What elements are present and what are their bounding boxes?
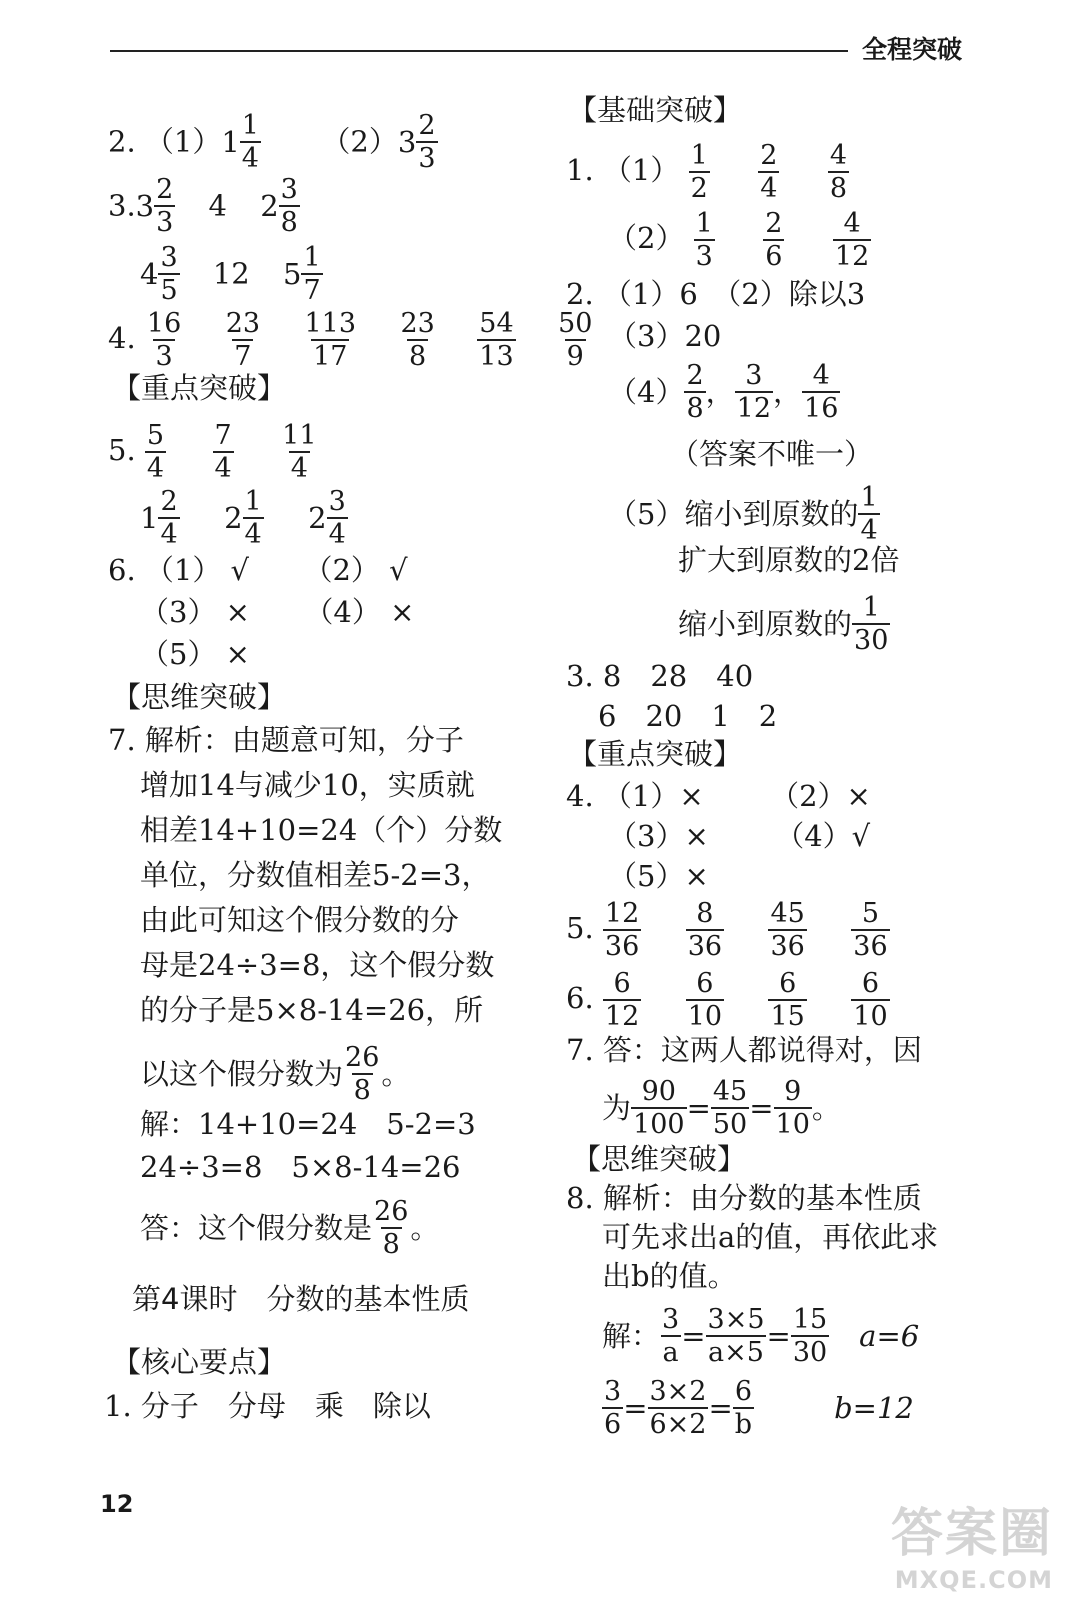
result: b=12	[834, 1390, 914, 1425]
right-q3-line1: 3. 8 28 40	[566, 659, 754, 693]
question-number: 5.	[108, 433, 136, 467]
question-number: 4.	[566, 779, 594, 813]
numerator: 2	[765, 208, 783, 239]
numerator: 4	[812, 360, 830, 391]
watermark-text: 答案圈	[890, 1504, 1053, 1564]
section-heading-jichu: 【基础突破】	[568, 93, 743, 127]
denominator: 10	[853, 1001, 888, 1032]
denominator: 36	[853, 931, 888, 962]
whole: 3	[397, 124, 417, 159]
numerator: 23	[225, 308, 261, 339]
fraction	[602, 1378, 623, 1438]
denominator: 16	[804, 393, 839, 424]
numerator: 16	[146, 308, 182, 339]
question-number: 3.	[108, 188, 136, 223]
left-q7-line: 由此可知这个假分数的分	[140, 903, 460, 937]
fraction	[243, 488, 264, 548]
fraction	[372, 1198, 410, 1258]
answer-item: （2） √	[303, 553, 408, 587]
numerator: 3	[745, 360, 763, 391]
fraction	[851, 900, 889, 960]
answer-item: （4） ×	[304, 595, 415, 629]
left-q5-row1	[108, 422, 319, 482]
whole: 5	[282, 256, 302, 291]
numerator: 11	[282, 420, 317, 451]
section-heading-zhongdian-right: 【重点突破】	[568, 737, 743, 771]
fraction	[556, 310, 594, 370]
left-q6-row2	[140, 595, 415, 629]
numerator: 1	[244, 486, 262, 517]
numerator: 1	[695, 208, 713, 239]
whole: 3	[135, 188, 155, 223]
header-rule	[110, 50, 848, 52]
numerator: 1	[860, 482, 878, 513]
fraction	[603, 970, 641, 1030]
left-q7-line: 单位，分数值相差5-2=3，	[140, 858, 491, 892]
denominator: 6×2	[649, 1409, 707, 1440]
left-q6-row1	[108, 553, 408, 587]
denominator: 4	[244, 519, 262, 550]
numerator: 3	[328, 486, 346, 517]
denominator: 36	[770, 931, 805, 962]
fraction	[416, 112, 437, 172]
fraction	[343, 1044, 381, 1104]
separator: ，	[773, 374, 803, 409]
right-q2-note: （答案不唯一）	[670, 437, 874, 471]
section-heading-hexin: 【核心要点】	[112, 1345, 287, 1379]
part-label: （5）	[608, 496, 685, 531]
denominator: 8	[353, 1075, 371, 1106]
watermark-logo	[891, 1491, 1053, 1594]
numerator: 6	[696, 968, 714, 999]
left-q3-row1	[108, 176, 300, 236]
denominator: 4	[214, 453, 232, 484]
denominator: 4	[160, 519, 178, 550]
numerator: 3	[280, 174, 298, 205]
answer-item: （3）×	[608, 819, 709, 853]
left-q7-line: 增加14与减少10，实质就	[140, 768, 475, 802]
text: 缩小到原数的	[684, 496, 859, 531]
numerator: 15	[792, 1304, 828, 1335]
fraction	[791, 1306, 829, 1366]
numerator: 45	[712, 1076, 748, 1107]
numerator: 23	[400, 308, 435, 339]
fraction	[851, 970, 889, 1030]
left-q4	[108, 310, 594, 370]
denominator: 6	[765, 241, 783, 272]
fraction	[631, 1078, 687, 1138]
right-q4-row1	[566, 779, 871, 813]
denominator: 10	[687, 1001, 723, 1032]
fraction	[858, 484, 879, 544]
fraction	[733, 1378, 754, 1438]
section-heading-siwei: 【思维突破】	[112, 680, 287, 714]
numerator: 26	[374, 1196, 409, 1227]
denominator: 4	[328, 519, 346, 550]
whole: 2	[308, 500, 327, 535]
left-q7-line-fraction	[140, 1044, 410, 1104]
fraction	[145, 422, 166, 482]
numerator: 3	[662, 1304, 680, 1335]
numerator: 1	[690, 140, 708, 171]
question-number: 6.	[566, 981, 594, 1015]
mixed-number	[398, 112, 438, 172]
equals-sign: =	[681, 1318, 706, 1353]
denominator: 8	[686, 393, 704, 424]
denominator: 4	[760, 173, 778, 204]
fraction	[852, 594, 890, 654]
denominator: 15	[770, 1001, 805, 1032]
denominator: 8	[829, 173, 847, 204]
right-q2-line5	[608, 484, 880, 544]
denominator: 12	[736, 393, 772, 424]
denominator: 30	[792, 1337, 828, 1368]
part-label: （1）	[144, 124, 222, 159]
page-number: 12	[100, 1490, 134, 1518]
right-q8-solution-row2	[602, 1376, 914, 1438]
denominator: 6	[604, 1409, 622, 1440]
fraction	[660, 1306, 681, 1366]
denominator: 3	[155, 341, 173, 372]
denominator: 12	[604, 1001, 640, 1032]
fraction	[158, 244, 179, 304]
right-q4-row2	[608, 819, 871, 853]
right-q4-row3	[608, 859, 709, 893]
denominator: 9	[566, 341, 584, 372]
numerator: 12	[604, 898, 640, 929]
section-heading-zhongdian: 【重点突破】	[112, 371, 287, 405]
right-q6	[566, 970, 890, 1030]
denominator: 3	[418, 143, 436, 174]
right-q8-line: 可先求出a的值，再依此求	[602, 1220, 939, 1254]
text: 。	[811, 1090, 841, 1125]
fraction	[240, 112, 261, 172]
fraction	[802, 362, 840, 422]
right-q2-line1: 2. （1）6 （2）除以3	[566, 277, 866, 311]
denominator: 7	[234, 341, 252, 372]
integer-answer: 4	[208, 188, 227, 223]
right-q7-line1: 7. 答：这两人都说得对，因	[566, 1033, 922, 1067]
numerator: 3	[160, 242, 178, 273]
answer-item: （5） ×	[140, 637, 250, 671]
numerator: 9	[784, 1076, 802, 1107]
numerator: 4	[843, 208, 861, 239]
numerator: 5	[861, 898, 880, 929]
fraction	[603, 900, 641, 960]
text: 。	[381, 1056, 411, 1091]
denominator: 100	[633, 1109, 685, 1140]
separator: ，	[705, 374, 735, 409]
denominator: 8	[382, 1229, 400, 1260]
numerator: 3×2	[649, 1376, 707, 1407]
denominator: 4	[241, 143, 259, 174]
mixed-number	[283, 244, 323, 304]
denominator: 3	[695, 241, 713, 272]
numerator: 45	[770, 898, 805, 929]
right-q7-line2	[602, 1078, 841, 1138]
whole: 4	[140, 256, 159, 291]
part-label: （2）	[608, 221, 685, 255]
numerator: 2	[760, 140, 778, 171]
fraction	[158, 488, 179, 548]
denominator: a	[662, 1337, 679, 1368]
denominator: 17	[313, 341, 348, 372]
denominator: 7	[303, 275, 321, 306]
numerator: 2	[160, 486, 178, 517]
whole: 2	[224, 500, 243, 535]
fraction	[224, 310, 262, 370]
fraction	[213, 422, 234, 482]
fraction	[694, 210, 715, 270]
numerator: 50	[558, 308, 593, 339]
left-q3-row2	[140, 244, 323, 304]
right-q2-line6: 扩大到原数的2倍	[678, 543, 900, 577]
numerator: 8	[696, 898, 714, 929]
denominator: 2	[690, 173, 708, 204]
lesson-title: 第4课时 分数的基本性质	[132, 1282, 470, 1316]
fraction	[398, 310, 436, 370]
numerator: 6	[613, 968, 631, 999]
question-number: 4.	[108, 321, 136, 355]
fraction	[686, 900, 724, 960]
fraction	[711, 1078, 749, 1138]
denominator: 4	[860, 515, 878, 546]
integer-answer: 12	[212, 256, 250, 291]
right-q3-line2: 6 20 1 2	[598, 699, 778, 733]
answer-item: （1）×	[602, 779, 704, 813]
fraction	[768, 970, 806, 1030]
denominator: 4	[146, 453, 165, 484]
numerator: 6	[779, 968, 797, 999]
denominator: 8	[409, 341, 427, 372]
left-q7-line: 母是24÷3=8，这个假分数	[140, 948, 495, 982]
whole: 2	[260, 188, 279, 223]
question-number: 6.	[108, 553, 136, 587]
numerator: 4	[829, 140, 847, 171]
right-q8-solution-row1	[602, 1306, 919, 1366]
denominator: 4	[290, 453, 308, 484]
fraction	[301, 244, 322, 304]
question-number: 5.	[566, 911, 594, 945]
fraction	[279, 176, 300, 236]
right-q1-row1	[566, 142, 849, 202]
answer-item: （3） ×	[140, 595, 250, 629]
numerator: 6	[861, 968, 880, 999]
fraction	[648, 1378, 709, 1438]
left-q6-row3	[140, 637, 250, 671]
fraction	[145, 310, 183, 370]
numerator: 1	[241, 110, 259, 141]
whole: 1	[140, 500, 159, 535]
whole: 1	[221, 124, 240, 159]
numerator: 2	[686, 360, 704, 391]
denominator: 50	[712, 1109, 748, 1140]
answer-item: （4）√	[775, 819, 871, 853]
part-label: （4）	[608, 374, 685, 409]
text: 解：	[602, 1318, 661, 1353]
question-number: 2.	[108, 124, 136, 159]
right-q2-line7	[678, 594, 890, 654]
left-q7-solution-line: 24÷3=8 5×8-14=26	[140, 1150, 461, 1184]
numerator: 7	[214, 420, 232, 451]
left-q7-line: 的分子是5×8-14=26，所	[140, 993, 484, 1027]
equals-sign: =	[749, 1090, 774, 1125]
section-heading-siwei-right: 【思维突破】	[572, 1142, 747, 1176]
denominator: 30	[854, 625, 889, 656]
text: 答：这个假分数是	[140, 1210, 373, 1245]
fraction	[758, 142, 779, 202]
numerator: 90	[641, 1076, 676, 1107]
fraction	[280, 422, 318, 482]
left-q7-solution-line: 解：14+10=24 5-2=3	[140, 1107, 476, 1141]
fraction	[684, 362, 705, 422]
fraction	[706, 1306, 767, 1366]
denominator: 12	[834, 241, 870, 272]
right-q8-line: 8. 解析：由分数的基本性质	[566, 1181, 922, 1215]
right-q1-row2	[608, 210, 871, 270]
equals-sign: =	[708, 1390, 733, 1425]
core-point-1: 1. 分子 分母 乘 除以	[104, 1389, 431, 1423]
equals-sign: =	[686, 1090, 711, 1125]
numerator: 3×5	[707, 1304, 765, 1335]
fraction	[768, 900, 806, 960]
mixed-number	[140, 488, 180, 548]
answer-item: （1） √	[144, 553, 250, 587]
left-q7-answer	[140, 1198, 439, 1258]
text: 为	[602, 1090, 632, 1125]
numerator: 26	[345, 1042, 380, 1073]
numerator: 2	[156, 174, 174, 205]
numerator: 1	[303, 242, 321, 273]
mixed-number	[308, 488, 348, 548]
mixed-number	[140, 244, 180, 304]
fraction	[302, 310, 358, 370]
denominator: 5	[160, 275, 178, 306]
text: 缩小到原数的	[678, 606, 853, 641]
denominator: 13	[479, 341, 514, 372]
text: 以这个假分数为	[140, 1056, 344, 1091]
fraction	[477, 310, 515, 370]
answer-item: （2）×	[770, 779, 871, 813]
right-q8-line: 出b的值。	[602, 1259, 737, 1293]
fraction	[828, 142, 849, 202]
fraction	[833, 210, 871, 270]
question-number: 1.	[566, 153, 594, 187]
denominator: 10	[775, 1109, 810, 1140]
right-q2-line4	[608, 362, 840, 422]
mixed-number	[136, 176, 176, 236]
mixed-number	[224, 488, 264, 548]
fraction	[774, 1078, 812, 1138]
equals-sign: =	[623, 1390, 648, 1425]
left-q5-row2	[140, 488, 348, 548]
numerator: 2	[418, 110, 436, 141]
fraction	[154, 176, 175, 236]
denominator: 3	[156, 207, 174, 238]
right-q5	[566, 900, 890, 960]
numerator: 113	[304, 308, 357, 339]
numerator: 54	[479, 308, 514, 339]
denominator: b	[734, 1409, 753, 1440]
fraction	[686, 970, 724, 1030]
denominator: 8	[280, 207, 298, 238]
denominator: 36	[687, 931, 723, 962]
equals-sign: =	[766, 1318, 791, 1353]
numerator: 6	[734, 1376, 753, 1407]
result: a=6	[859, 1318, 920, 1353]
part-label: （1）	[602, 153, 680, 187]
fraction	[763, 210, 784, 270]
left-q7-line: 7. 解析：由题意可知，分子	[108, 723, 464, 757]
watermark-url: MXQE.COM	[894, 1566, 1053, 1594]
numerator: 1	[862, 592, 880, 623]
part-label: （2）	[321, 124, 398, 159]
fraction	[327, 488, 348, 548]
mixed-number	[221, 112, 261, 172]
numerator: 5	[146, 420, 165, 451]
numerator: 3	[604, 1376, 622, 1407]
fraction	[735, 362, 773, 422]
mixed-number	[260, 176, 300, 236]
brand-title: 全程突破	[862, 35, 963, 64]
fraction	[689, 142, 710, 202]
left-q7-line: 相差14+10=24（个）分数	[140, 813, 503, 847]
denominator: 36	[604, 931, 640, 962]
right-q2-line3: （3）20	[608, 319, 722, 353]
answer-item: （5）×	[608, 859, 709, 893]
text: 。	[410, 1210, 440, 1245]
left-q2	[108, 112, 438, 172]
denominator: a×5	[708, 1337, 764, 1368]
